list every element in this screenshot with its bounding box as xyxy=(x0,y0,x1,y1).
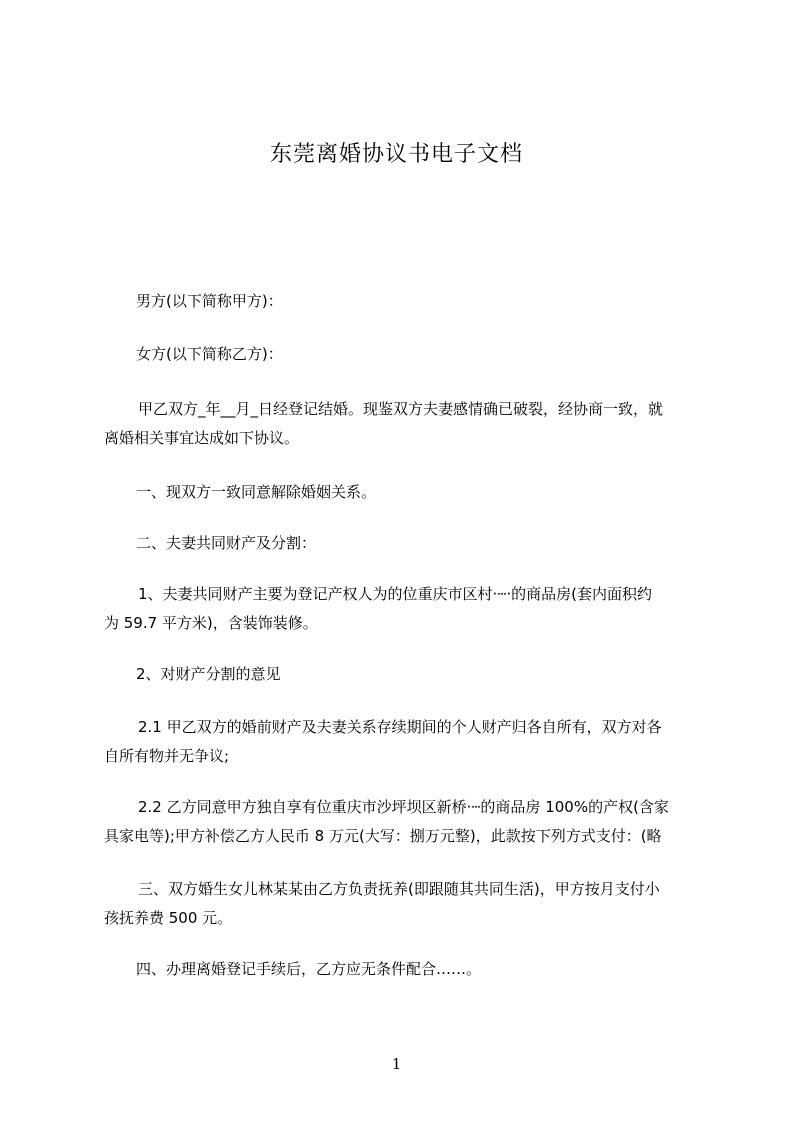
paragraph-property-heading xyxy=(104,529,708,558)
paragraph-line: 离婚相关事宜达成如下协议。 xyxy=(104,429,300,447)
paragraph-line: 三、双方婚生女儿林某某由乙方负责抚养(即跟随其共同生活)，甲方按月支付小 xyxy=(138,880,660,898)
paragraph-line: 男方(以下简称甲方)： xyxy=(136,292,283,310)
paragraph-line: 孩抚养费 500 元。 xyxy=(104,909,233,927)
paragraph-clause-2-1 xyxy=(104,713,708,771)
paragraph-male-party xyxy=(104,287,708,316)
paragraph-divorce-registration xyxy=(104,955,708,984)
page-number: 1 xyxy=(391,1055,402,1073)
paragraph-line: 自所有物并无争议; xyxy=(104,747,230,765)
paragraph-female-party xyxy=(104,340,708,369)
paragraph-line: 女方(以下简称乙方)： xyxy=(136,345,283,363)
paragraph-division-opinion xyxy=(104,660,708,689)
paragraph-line: 二、夫妻共同财产及分割： xyxy=(136,534,317,552)
paragraph-clause-2-2 xyxy=(104,793,708,851)
paragraph-joint-property xyxy=(104,580,708,638)
paragraph-line: 2.1 甲乙双方的婚前财产及夫妻关系存续期间的个人财产归各自所有，双方对各 xyxy=(138,718,662,736)
paragraph-line: 2、对财产分割的意见 xyxy=(136,665,281,683)
paragraph-line: 一、现双方一致同意解除婚姻关系。 xyxy=(136,483,377,501)
paragraph-dissolve-marriage xyxy=(104,478,708,507)
paragraph-line: 四、办理离婚登记手续后，乙方应无条件配合……。 xyxy=(136,960,482,978)
paragraph-line: 甲乙双方_年__月_日经登记结婚。现鉴双方夫妻感情确已破裂，经协商一致，就 xyxy=(138,400,664,418)
document-title: 东莞离婚协议书电子文档 xyxy=(269,142,523,167)
paragraph-line: 为 59.7 平方米)，含装饰装修。 xyxy=(104,614,318,632)
paragraph-line: 1、夫妻共同财产主要为登记产权人为的位重庆市区村·┄·的商品房(套内面积约 xyxy=(138,585,652,603)
paragraph-marriage-intro xyxy=(104,395,708,453)
paragraph-line: 2.2 乙方同意甲方独自享有位重庆市沙坪坝区新桥·┄的商品房 100%的产权(含家 xyxy=(138,798,669,816)
paragraph-child-custody xyxy=(104,875,708,933)
paragraph-line: 具家电等);甲方补偿乙方人民币 8 万元(大写：捌万元整)，此款按下列方式支付：(略 xyxy=(104,827,662,845)
